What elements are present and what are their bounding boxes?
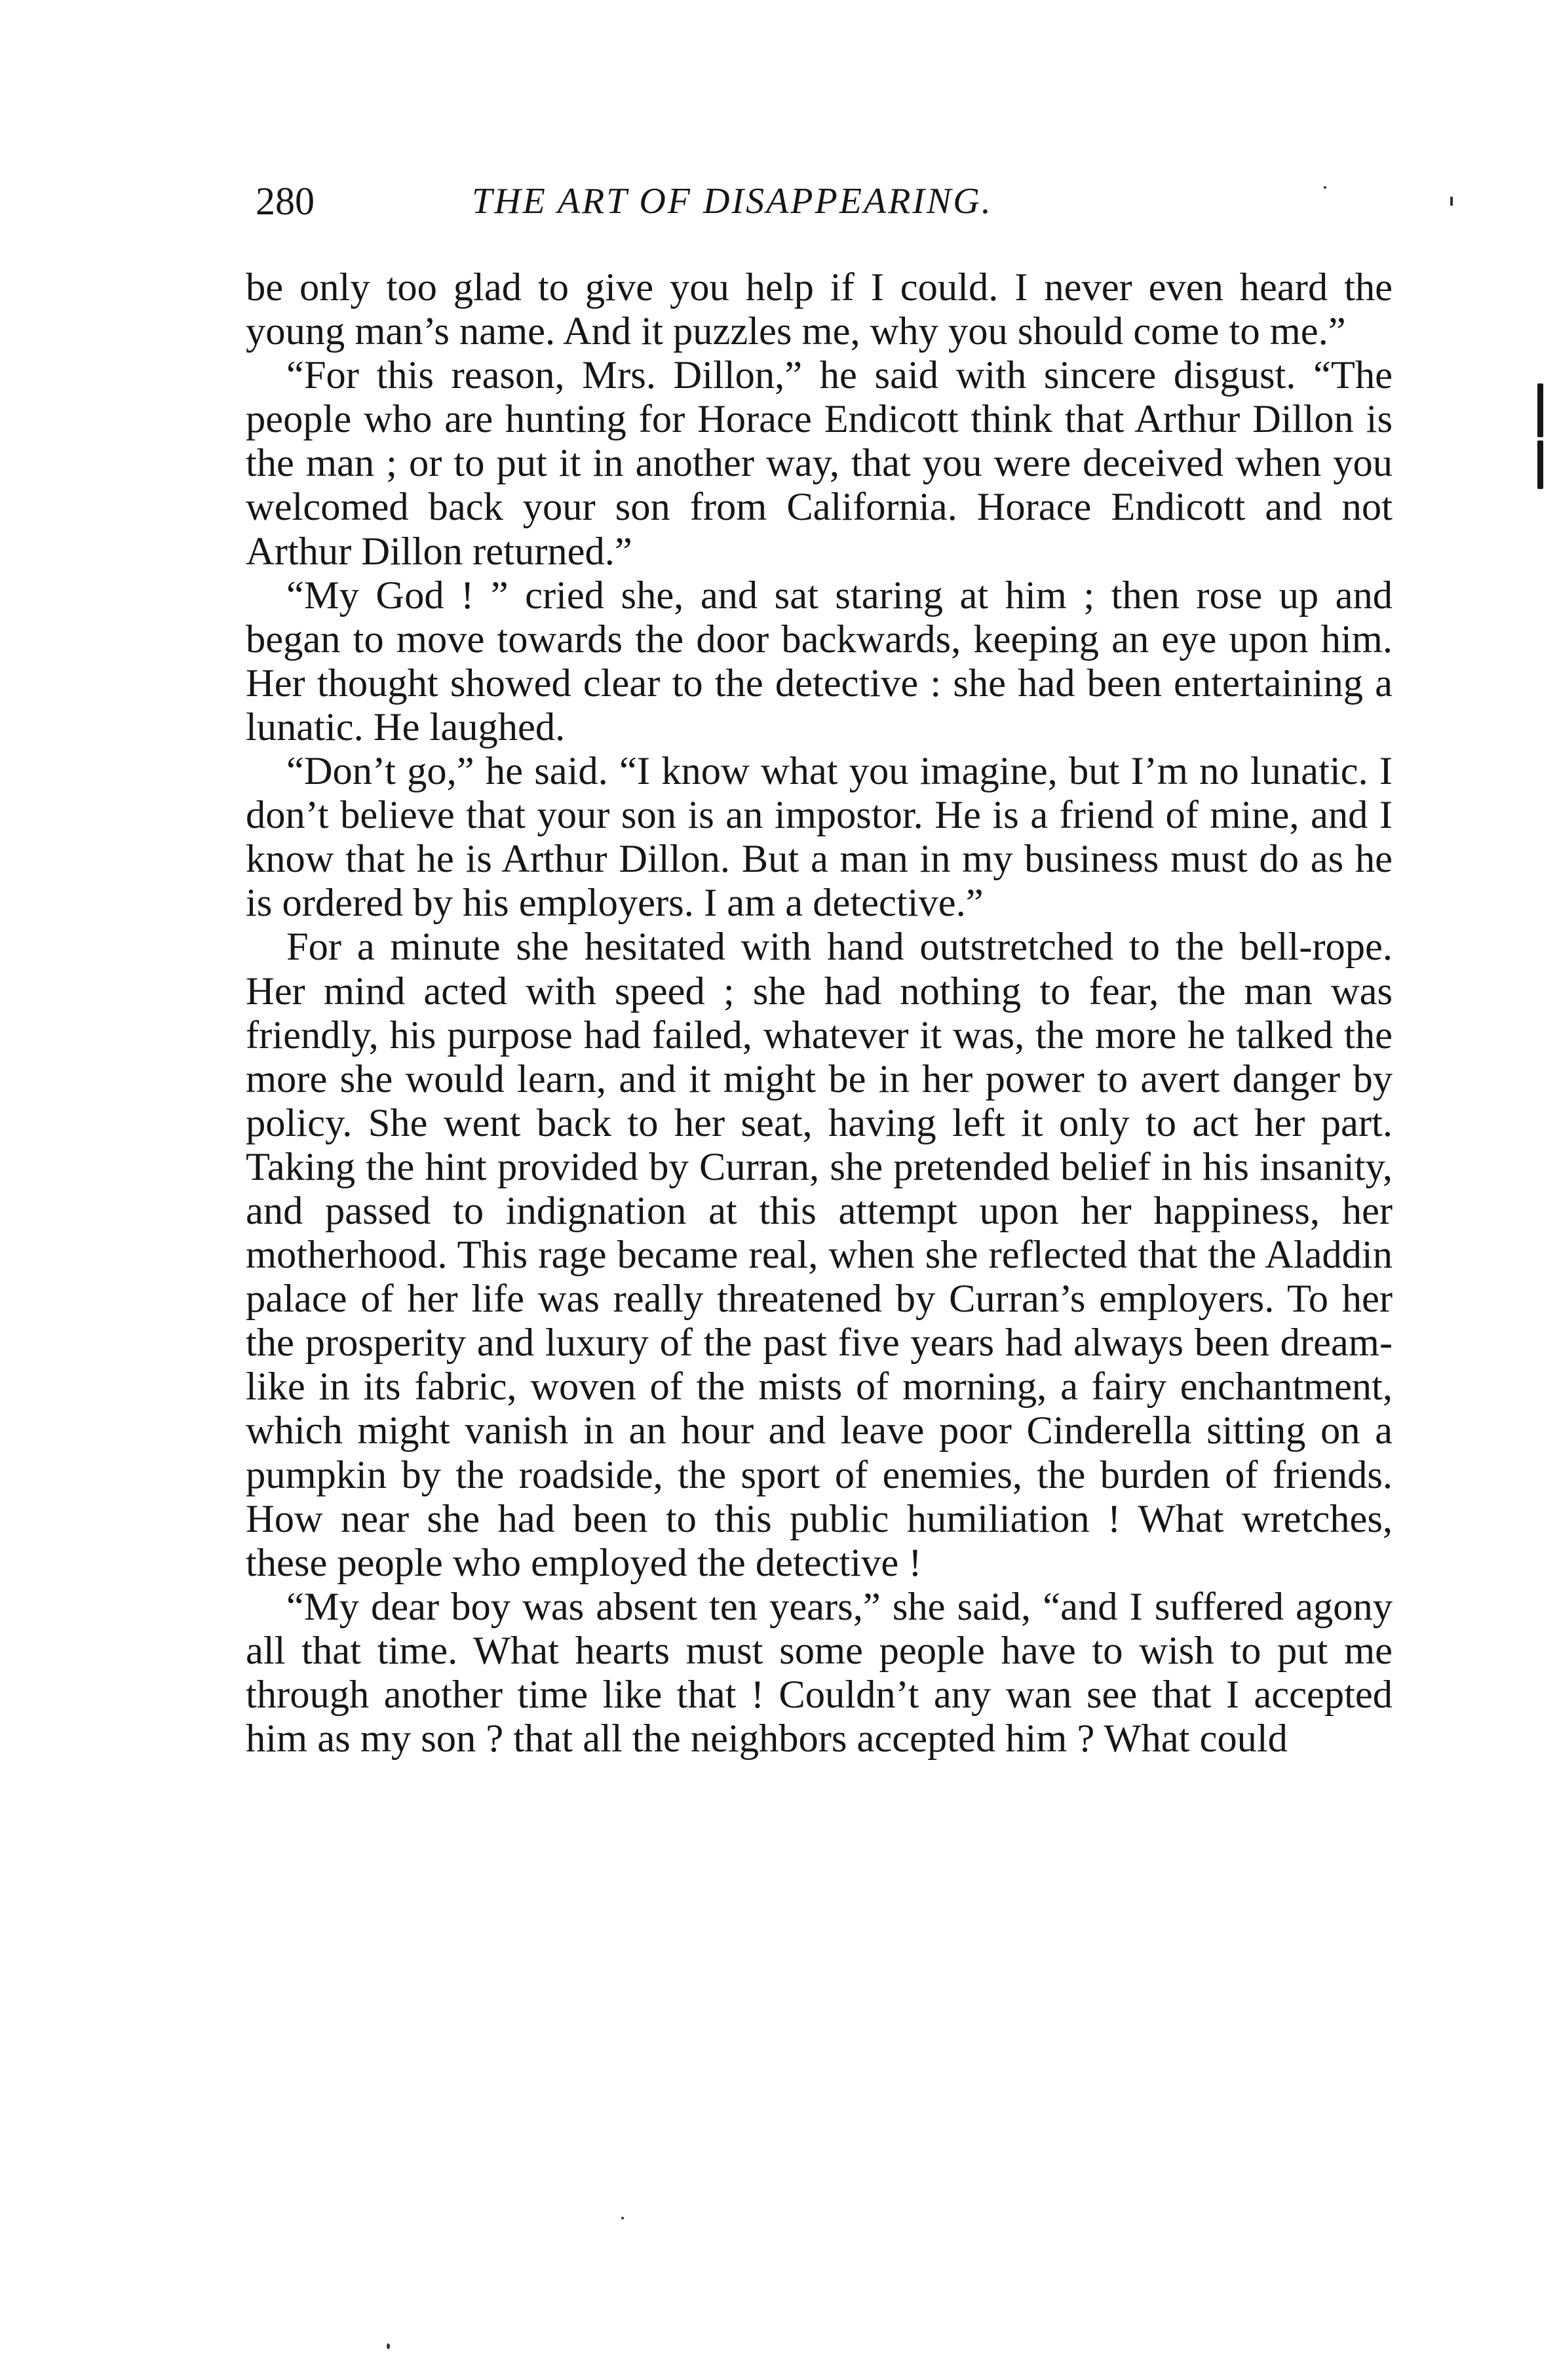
running-title: THE ART OF DISAPPEARING. [472, 181, 993, 222]
running-header [242, 172, 1409, 231]
paragraph-4: “Don’t go,” he said. “I know what you imagine, but I’m no lunatic. I don’t believe that your son is an impostor. He is a friend of mine, and I know that he is Arthur Dillon. But a man in my business must do as he is ordered by his employers. I am a detective.” [246, 749, 1393, 926]
margin-mark-lower [1537, 440, 1543, 489]
paragraph-1: be only too glad to give you help if I could. I never even heard the young man’s name. And it puzzles me, why you should come to me.” [246, 265, 1393, 354]
paragraph-2: “For this reason, Mrs. Dillon,” he said with sincere disgust. “The people who are hunting for Horace Endicott think that Arthur Dillon is the man ; or to put it in another way, that you were deceived when you welcomed back your son from California. Horace Endicott and not Arthur Dillon returned.” [246, 353, 1393, 574]
margin-mark-upper [1537, 383, 1543, 437]
bottom-speck-2 [387, 2343, 390, 2349]
bottom-speck-1 [621, 2217, 624, 2219]
paragraph-5: For a minute she hesitated with hand outstretched to the bell-rope. Her mind acted with speed ; she had nothing to fear, the man was friendly, his purpose had failed, whatever it was, the more he talked the more she would learn, and it might be in her power to avert danger by policy. She went back to her seat, having left it only to act her part. Taking the hint provided by Curran, she pretended belief in his insanity, and passed to indignation at this attempt upon her happiness, her motherhood. This rage became real, when she reflected that the Aladdin palace of her life was really threatened by Curran’s employers. To her the prosperity and luxury of the past five years had always been dream-like in its fabric, woven of the mists of morning, a fairy enchantment, which might vanish in an hour and leave poor Cinderella sitting on a pumpkin by the roadside, the sport of enemies, the burden of friends. How near she had been to this public humiliation ! What wretches, these people who employed the detective ! [246, 925, 1393, 1585]
header-mark [1450, 197, 1453, 206]
paragraph-3: “My God ! ” cried she, and sat staring at him ; then rose up and began to move towards the door backwards, keeping an eye upon him. Her thought showed clear to the detective : she had been entertaining a lunatic. He laughed. [246, 573, 1393, 749]
body-text [246, 265, 1393, 1761]
paragraph-6: “My dear boy was absent ten years,” she said, “and I suffered agony all that time. What hearts must some people have to wish to put me through another time like that ! Couldn’t any wan see that I accepted him as my son ? that all the neighbors accepted him ? What could [246, 1584, 1393, 1761]
page-number: 280 [256, 180, 315, 223]
header-speck [1324, 186, 1326, 189]
